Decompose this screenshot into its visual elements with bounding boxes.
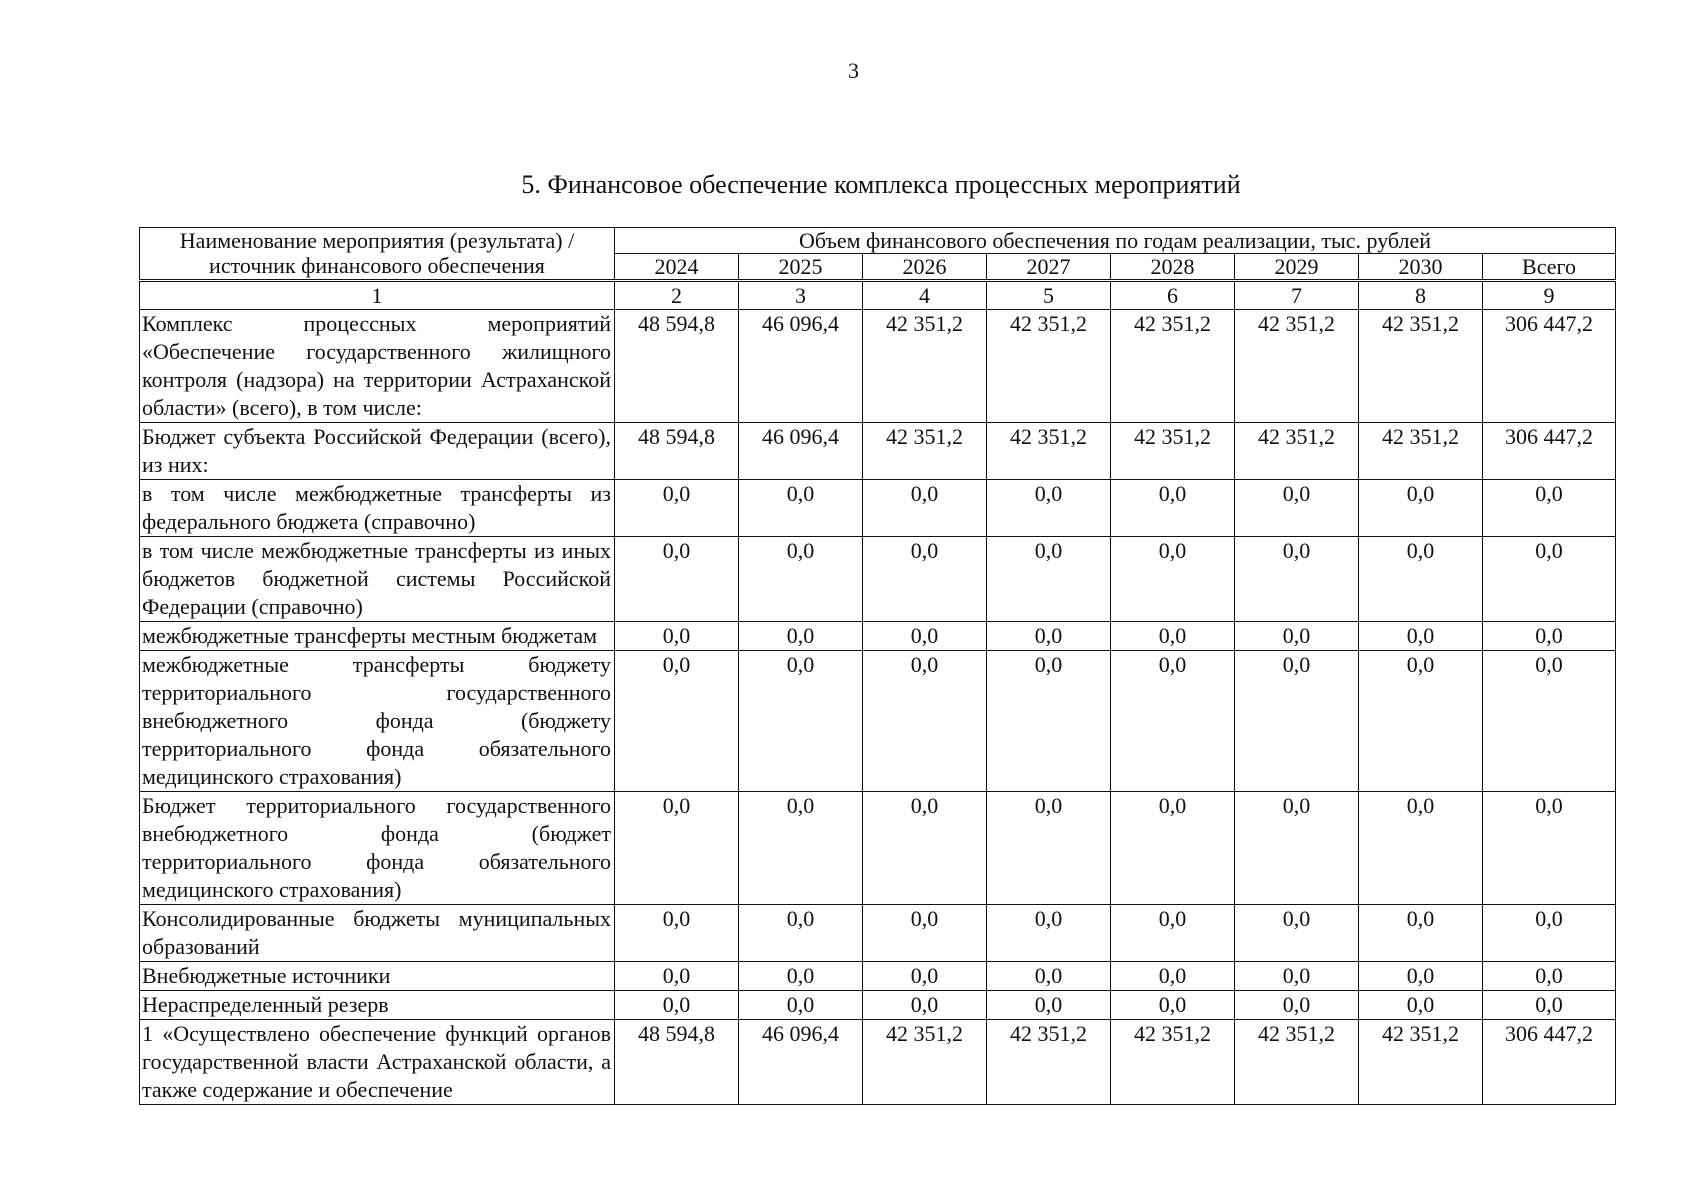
header-year-2028: 2028 xyxy=(1111,254,1235,281)
row-value-cell: 0,0 xyxy=(739,537,863,622)
row-value-cell: 0,0 xyxy=(1359,622,1483,651)
row-value-cell: 0,0 xyxy=(1483,651,1616,792)
row-value-cell: 48 594,8 xyxy=(615,1020,739,1105)
row-value-cell: 0,0 xyxy=(1235,905,1359,962)
row-value-cell: 0,0 xyxy=(987,480,1111,537)
table-row xyxy=(140,1020,1616,1105)
row-value-cell: 0,0 xyxy=(615,622,739,651)
row-value-cell: 42 351,2 xyxy=(987,423,1111,480)
header-volume-cell: Объем финансового обеспечения по годам реализации, тыс. рублей xyxy=(615,228,1616,254)
row-value-cell: 0,0 xyxy=(739,991,863,1020)
table-row xyxy=(140,905,1616,962)
row-value-cell: 0,0 xyxy=(1111,651,1235,792)
row-value-cell: 0,0 xyxy=(739,651,863,792)
row-value-cell: 0,0 xyxy=(1483,991,1616,1020)
row-value-cell: 0,0 xyxy=(1235,622,1359,651)
column-number: 9 xyxy=(1483,281,1616,310)
table-row xyxy=(140,423,1616,480)
header-name-line-1: Наименование мероприятия (результата) / xyxy=(179,228,575,253)
column-number: 1 xyxy=(140,281,615,310)
column-number: 7 xyxy=(1235,281,1359,310)
table-row xyxy=(140,792,1616,905)
row-value-cell: 0,0 xyxy=(1359,792,1483,905)
row-value-cell: 0,0 xyxy=(863,991,987,1020)
table-header xyxy=(140,228,1616,281)
row-value-cell: 0,0 xyxy=(1359,905,1483,962)
row-name-cell: Бюджет субъекта Российской Федерации (всего), из них: xyxy=(140,423,615,480)
row-value-cell: 0,0 xyxy=(1483,962,1616,991)
row-value-cell: 0,0 xyxy=(1483,905,1616,962)
row-value-cell: 0,0 xyxy=(1111,537,1235,622)
row-value-cell: 0,0 xyxy=(739,792,863,905)
financing-table xyxy=(139,227,1616,1105)
row-value-cell: 0,0 xyxy=(863,792,987,905)
row-value-cell: 0,0 xyxy=(863,962,987,991)
row-value-cell: 42 351,2 xyxy=(1359,310,1483,423)
row-value-cell: 48 594,8 xyxy=(615,423,739,480)
row-value-cell: 0,0 xyxy=(739,622,863,651)
row-value-cell: 0,0 xyxy=(1111,962,1235,991)
row-value-cell: 46 096,4 xyxy=(739,310,863,423)
table-row xyxy=(140,651,1616,792)
row-name-cell: Внебюджетные источники xyxy=(140,962,615,991)
row-name-cell: Нераспределенный резерв xyxy=(140,991,615,1020)
row-value-cell: 42 351,2 xyxy=(863,310,987,423)
row-name-cell: Бюджет территориального государственного внебюджетного фонда (бюджет территориального фонда обязательного медицинского страхования) xyxy=(140,792,615,905)
table-row xyxy=(140,537,1616,622)
row-value-cell: 0,0 xyxy=(1111,905,1235,962)
row-name-cell: 1 «Осуществлено обеспечение функций органов государственной власти Астраханской области, а также содержание и обеспечение xyxy=(140,1020,615,1105)
row-value-cell: 0,0 xyxy=(987,622,1111,651)
column-number: 3 xyxy=(739,281,863,310)
row-value-cell: 42 351,2 xyxy=(1235,423,1359,480)
row-value-cell: 0,0 xyxy=(987,905,1111,962)
row-value-cell: 0,0 xyxy=(1235,792,1359,905)
row-value-cell: 0,0 xyxy=(1359,962,1483,991)
row-value-cell: 0,0 xyxy=(1359,537,1483,622)
row-value-cell: 0,0 xyxy=(1111,622,1235,651)
row-value-cell: 0,0 xyxy=(1111,792,1235,905)
row-value-cell: 0,0 xyxy=(863,651,987,792)
row-value-cell: 306 447,2 xyxy=(1483,310,1616,423)
row-value-cell: 0,0 xyxy=(1359,991,1483,1020)
row-value-cell: 0,0 xyxy=(739,962,863,991)
row-value-cell: 0,0 xyxy=(1483,480,1616,537)
row-value-cell: 0,0 xyxy=(615,905,739,962)
header-year-2029: 2029 xyxy=(1235,254,1359,281)
row-value-cell: 0,0 xyxy=(863,622,987,651)
header-total: Всего xyxy=(1483,254,1616,281)
section-title: 5. Финансовое обеспечение комплекса процессных мероприятий xyxy=(521,170,1241,199)
row-value-cell: 0,0 xyxy=(615,962,739,991)
header-year-2030: 2030 xyxy=(1359,254,1483,281)
row-name-cell: в том числе межбюджетные трансферты из иных бюджетов бюджетной системы Российской Федерации (справочно) xyxy=(140,537,615,622)
row-value-cell: 48 594,8 xyxy=(615,310,739,423)
column-number: 5 xyxy=(987,281,1111,310)
row-value-cell: 0,0 xyxy=(739,905,863,962)
row-value-cell: 0,0 xyxy=(615,537,739,622)
page-number: 3 xyxy=(848,58,859,83)
row-value-cell: 0,0 xyxy=(1359,480,1483,537)
table-row xyxy=(140,962,1616,991)
row-name-cell: межбюджетные трансферты местным бюджетам xyxy=(140,622,615,651)
row-value-cell: 46 096,4 xyxy=(739,1020,863,1105)
column-number: 4 xyxy=(863,281,987,310)
row-name-cell: в том числе межбюджетные трансферты из федерального бюджета (справочно) xyxy=(140,480,615,537)
header-name-cell xyxy=(140,228,615,281)
table-row xyxy=(140,310,1616,423)
column-number-row xyxy=(140,281,1616,310)
row-value-cell: 0,0 xyxy=(615,792,739,905)
row-value-cell: 42 351,2 xyxy=(987,1020,1111,1105)
row-name-cell: Комплекс процессных мероприятий «Обеспечение государственного жилищного контроля (надзора) на территории Астраханской области» (всего), в том числе: xyxy=(140,310,615,423)
row-value-cell: 0,0 xyxy=(1235,651,1359,792)
row-value-cell: 42 351,2 xyxy=(863,1020,987,1105)
column-number: 6 xyxy=(1111,281,1235,310)
row-value-cell: 0,0 xyxy=(987,537,1111,622)
header-year-2025: 2025 xyxy=(739,254,863,281)
row-value-cell: 42 351,2 xyxy=(1235,310,1359,423)
row-value-cell: 0,0 xyxy=(987,962,1111,991)
row-name-cell: межбюджетные трансферты бюджету территориального государственного внебюджетного фонда (бюджету территориального фонда обязательного медицинского страхования) xyxy=(140,651,615,792)
row-value-cell: 0,0 xyxy=(863,480,987,537)
row-value-cell: 306 447,2 xyxy=(1483,423,1616,480)
row-value-cell: 42 351,2 xyxy=(1111,310,1235,423)
table-row xyxy=(140,480,1616,537)
row-value-cell: 0,0 xyxy=(615,651,739,792)
row-value-cell: 0,0 xyxy=(1235,480,1359,537)
row-value-cell: 42 351,2 xyxy=(1359,423,1483,480)
row-value-cell: 0,0 xyxy=(1483,622,1616,651)
row-value-cell: 0,0 xyxy=(1483,537,1616,622)
header-year-2026: 2026 xyxy=(863,254,987,281)
row-value-cell: 0,0 xyxy=(863,537,987,622)
header-name-line-2: источник финансового обеспечения xyxy=(209,253,545,278)
header-year-2027: 2027 xyxy=(987,254,1111,281)
row-value-cell: 0,0 xyxy=(615,480,739,537)
table-body xyxy=(140,281,1616,1105)
row-value-cell: 0,0 xyxy=(1111,991,1235,1020)
row-value-cell: 0,0 xyxy=(987,991,1111,1020)
row-value-cell: 0,0 xyxy=(1235,962,1359,991)
row-value-cell: 0,0 xyxy=(863,905,987,962)
row-value-cell: 0,0 xyxy=(739,480,863,537)
row-value-cell: 42 351,2 xyxy=(1111,1020,1235,1105)
row-value-cell: 0,0 xyxy=(615,991,739,1020)
row-value-cell: 0,0 xyxy=(987,792,1111,905)
row-value-cell: 42 351,2 xyxy=(987,310,1111,423)
table-row xyxy=(140,622,1616,651)
column-number: 8 xyxy=(1359,281,1483,310)
row-value-cell: 306 447,2 xyxy=(1483,1020,1616,1105)
row-value-cell: 0,0 xyxy=(1359,651,1483,792)
row-name-cell: Консолидированные бюджеты муниципальных образований xyxy=(140,905,615,962)
row-value-cell: 0,0 xyxy=(1235,537,1359,622)
row-value-cell: 42 351,2 xyxy=(1235,1020,1359,1105)
row-value-cell: 42 351,2 xyxy=(1359,1020,1483,1105)
table-row xyxy=(140,991,1616,1020)
header-year-2024: 2024 xyxy=(615,254,739,281)
column-number: 2 xyxy=(615,281,739,310)
row-value-cell: 0,0 xyxy=(1235,991,1359,1020)
row-value-cell: 42 351,2 xyxy=(863,423,987,480)
row-value-cell: 0,0 xyxy=(1483,792,1616,905)
row-value-cell: 42 351,2 xyxy=(1111,423,1235,480)
row-value-cell: 0,0 xyxy=(987,651,1111,792)
row-value-cell: 46 096,4 xyxy=(739,423,863,480)
row-value-cell: 0,0 xyxy=(1111,480,1235,537)
